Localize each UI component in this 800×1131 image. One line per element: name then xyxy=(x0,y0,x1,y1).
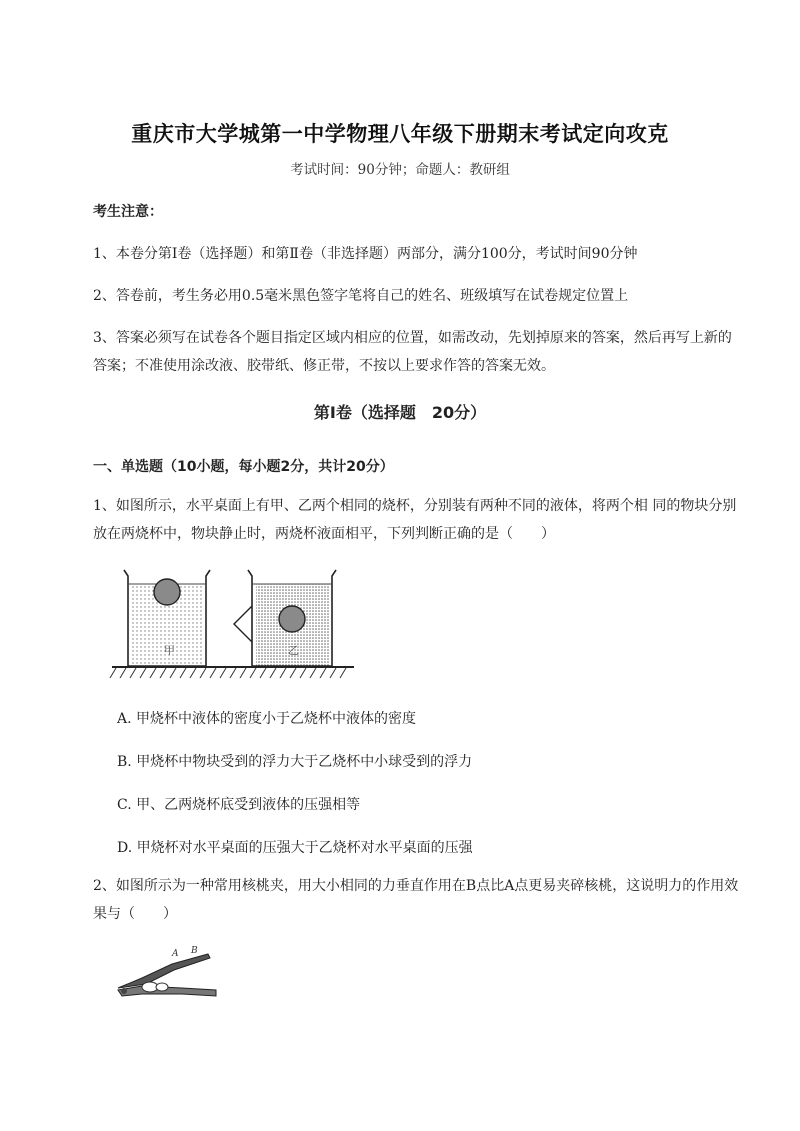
page-title: 重庆市大学城第一中学物理八年级下册期末考试定向攻克 xyxy=(131,122,669,146)
block-jia xyxy=(154,579,180,605)
section-title: 第Ⅰ卷（选择题 20分） xyxy=(313,403,487,422)
option-c[interactable]: C. 甲、乙两烧杯底受到液体的压强相等 xyxy=(117,797,361,813)
option-b[interactable]: B. 甲烧杯中物块受到的浮力大于乙烧杯中小球受到的浮力 xyxy=(117,754,473,770)
nutcracker-figure xyxy=(112,940,222,1002)
point-a-label: A xyxy=(172,949,179,959)
block-yi xyxy=(279,606,305,632)
label-yi: 乙 xyxy=(288,644,299,657)
question-1-stem: 1、如图所示，水平桌面上有甲、乙两个相同的烧杯，分别装有两种不同的液体，将两个相 同的物块分别放在两烧杯中，物块静止时，两烧杯液面相平，下列判断正确的是（ ） xyxy=(93,498,737,542)
notice-item-3: 3、答案必须写在试卷各个题目指定区域内相应的位置，如需改动，先划掉原来的答案，然后再写上新的答案；不准使用涂改液、胶带纸、修正带，不按以上要求作答的答案无效。 xyxy=(93,330,732,374)
beaker-yi xyxy=(234,570,336,666)
table-hatching xyxy=(110,668,346,678)
exam-info: 考试时间：90分钟；命题人：教研组 xyxy=(290,162,510,178)
notice-item-1: 1、本卷分第Ⅰ卷（选择题）和第Ⅱ卷（非选择题）两部分，满分100分，考试时间90分钟 xyxy=(93,246,638,262)
notice-heading: 考生注意： xyxy=(93,204,163,220)
label-jia: 甲 xyxy=(164,644,175,657)
question-2-stem: 2、如图所示为一种常用核桃夹，用大小相同的力垂直作用在B点比A点更易夹碎核桃，这说明力的作用效果与（ ） xyxy=(93,878,739,922)
question-group-heading: 一、单选题（10小题，每小题2分，共计20分） xyxy=(93,459,394,475)
beakers-figure xyxy=(108,562,358,682)
point-b-label: B xyxy=(191,946,198,956)
option-a[interactable]: A. 甲烧杯中液体的密度小于乙烧杯中液体的密度 xyxy=(117,711,417,727)
option-d[interactable]: D. 甲烧杯对水平桌面的压强大于乙烧杯对水平桌面的压强 xyxy=(117,840,473,856)
beaker-jia xyxy=(124,570,210,666)
notice-item-2: 2、答卷前，考生务必用0.5毫米黑色签字笔将自己的姓名、班级填写在试卷规定位置上 xyxy=(93,288,629,304)
